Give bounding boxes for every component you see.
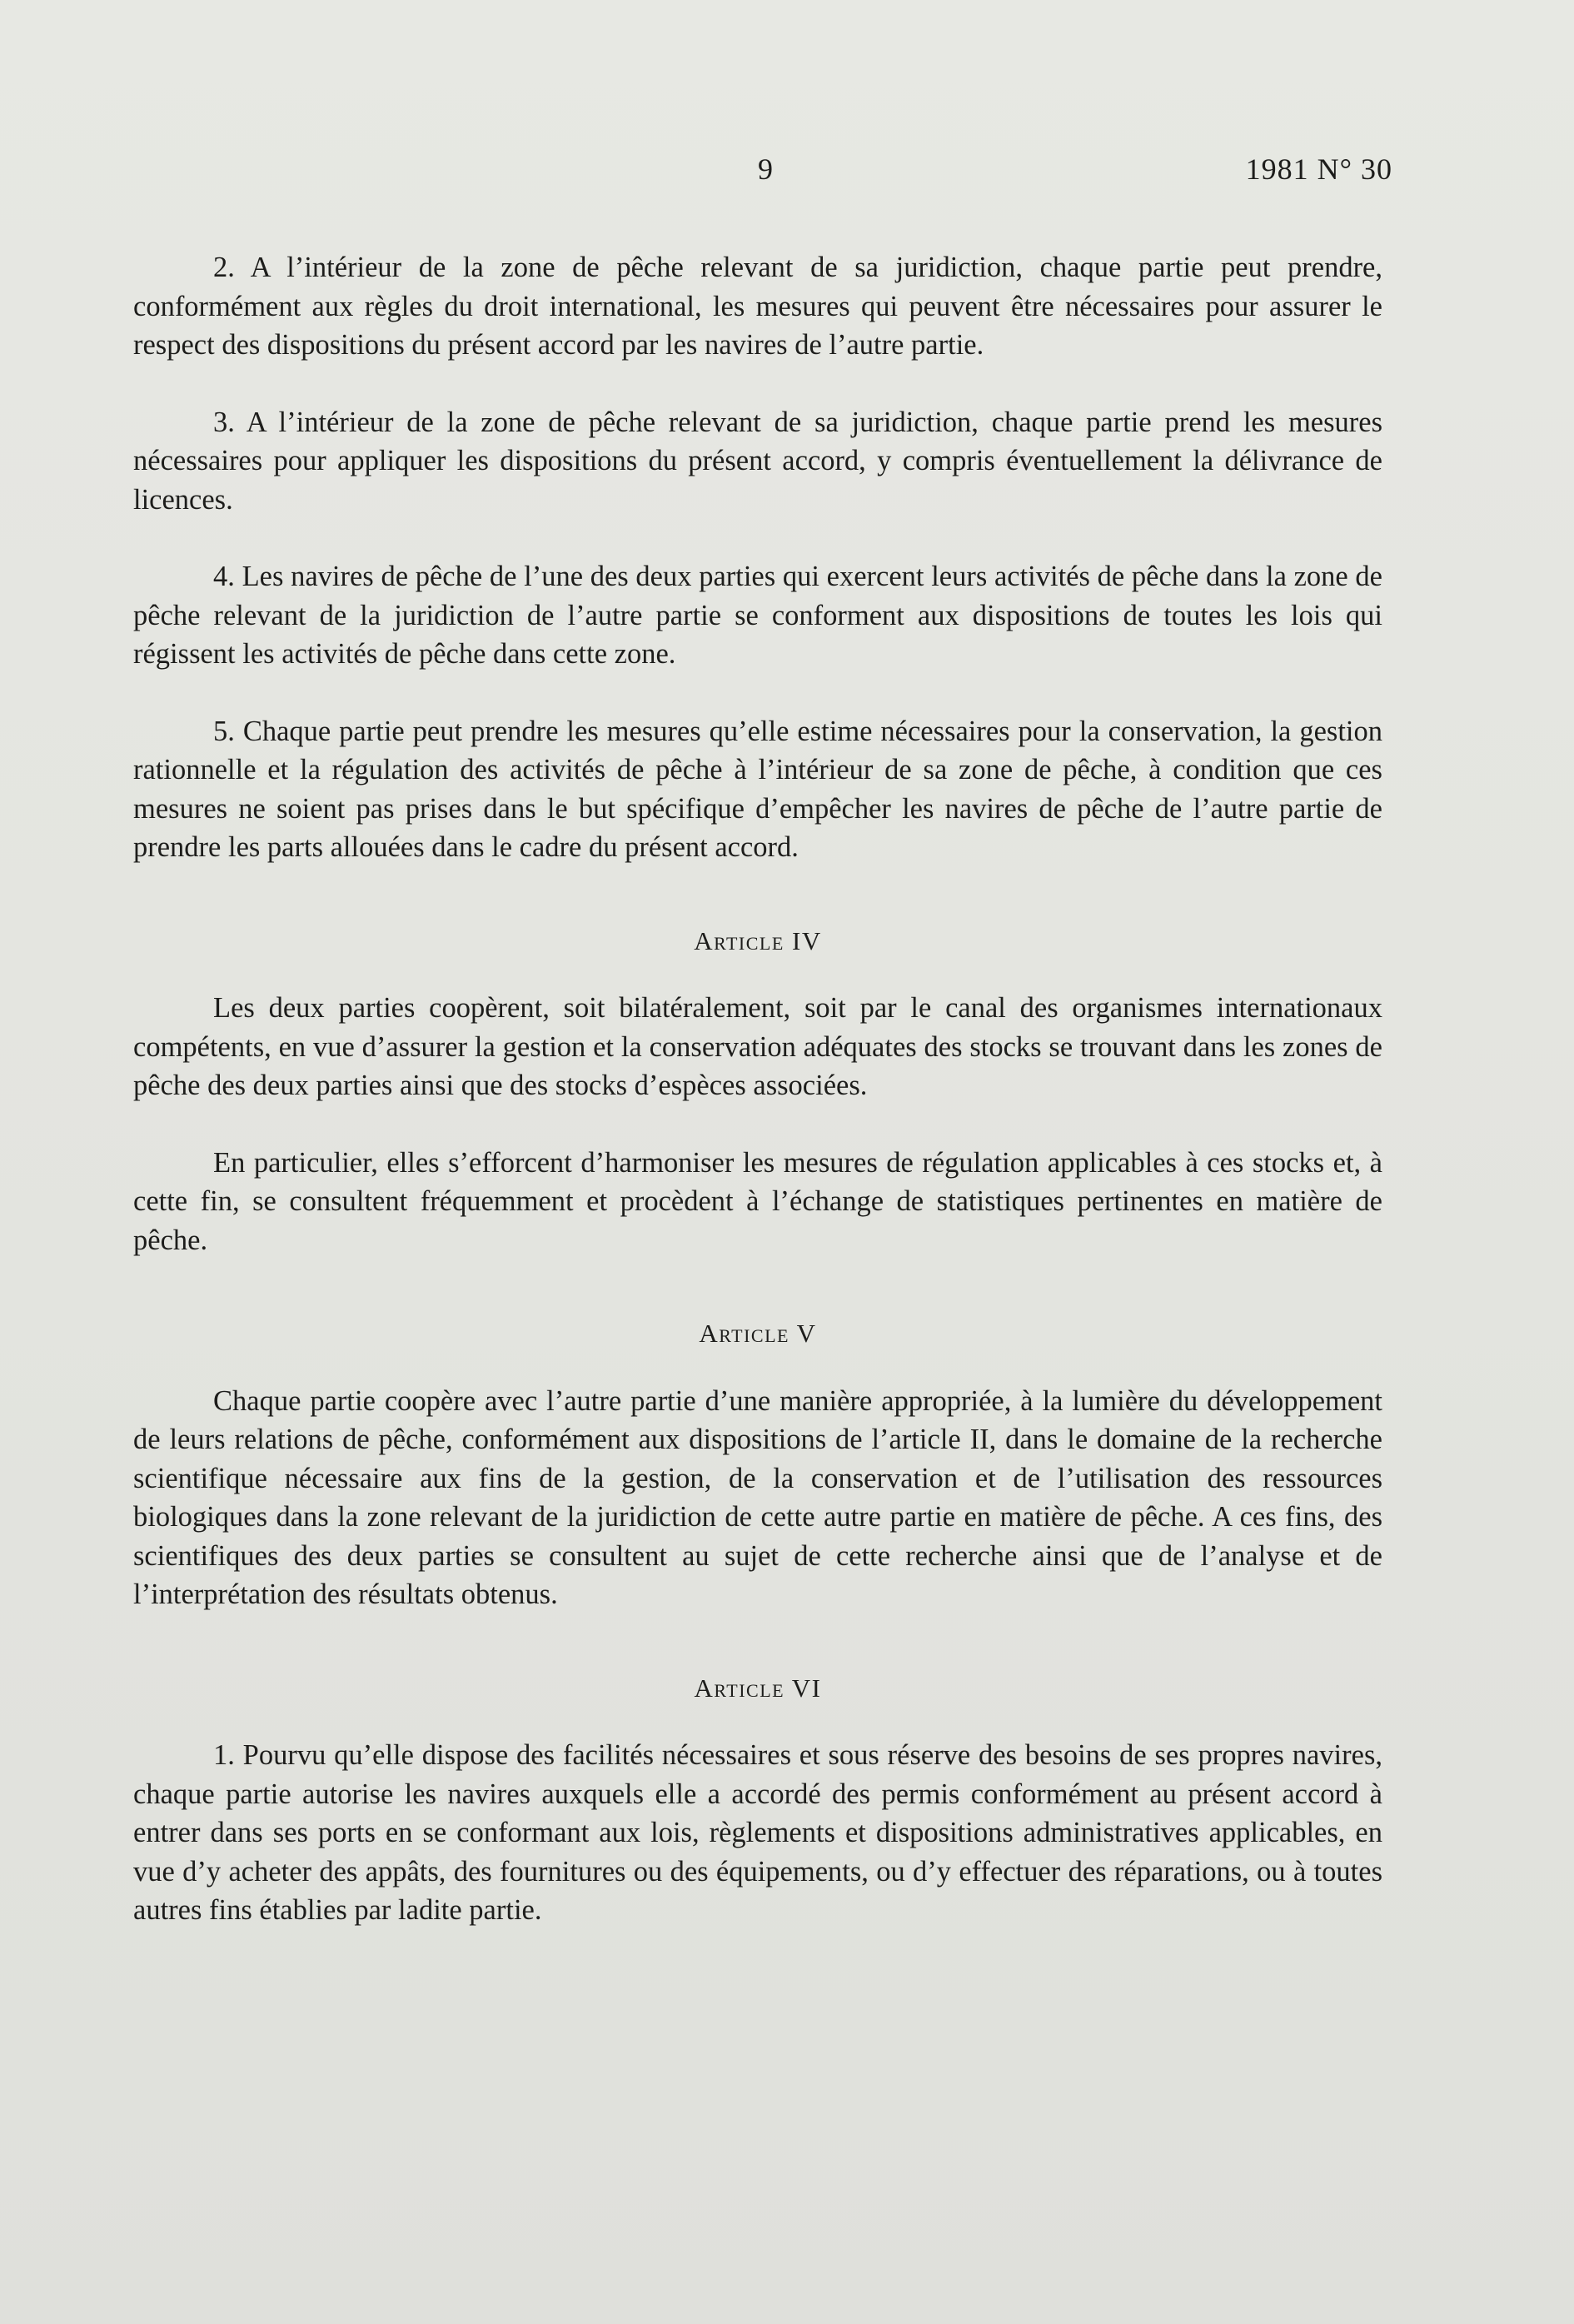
paragraph-3: 3. A l’intérieur de la zone de pêche relevant de sa juridiction, chaque partie prend les mesures nécessaires pour appliquer les dispositions du présent accord, y compris éventuellement la délivrance de licences. [133, 406, 1382, 516]
article-vi-paragraph-1: 1. Pourvu qu’elle dispose des facilités nécessaires et sous réserve des besoins de ses propres navires, chaque partie autorise les navires auxquels elle a accordé des permis conformément au présent accord à entrer dans ses ports en se conformant aux lois, règlements et dispositions administratives applicables, en vue d’y acheter des appâts, des fournitures ou des équipements, ou d’y effectuer des réparations, ou à toutes autres fins établies par ladite partie. [133, 1739, 1382, 1926]
document-reference: 1981 N° 30 [1245, 152, 1392, 186]
page-number: 9 [758, 152, 773, 186]
article-vi-heading: Article VI [694, 1673, 822, 1703]
page-header [0, 152, 1574, 193]
document-body [133, 248, 1382, 1930]
article-iv-heading: Article IV [694, 925, 822, 955]
article-iv-paragraph-2: En particulier, elles s’efforcent d’harmoniser les mesures de régulation applicables à ces stocks et, à cette fin, se consultent fréquemment et procèdent à l’échange de statistiques pertinentes en matière de pêche. [133, 1146, 1382, 1256]
paragraph-5: 5. Chaque partie peut prendre les mesures qu’elle estime nécessaires pour la conservation, la gestion rationnelle et la régulation des activités de pêche à l’intérieur de sa zone de pêche, à condition que ces mesures ne soient pas prises dans le but spécifique d’empêcher les navires de pêche de l’autre partie de prendre les parts allouées dans le cadre du présent accord. [133, 715, 1382, 863]
article-v-heading: Article V [699, 1319, 817, 1348]
article-v-paragraph-1: Chaque partie coopère avec l’autre partie d’une manière appropriée, à la lumière du développement de leurs relations de pêche, conformément aux dispositions de l’article II, dans le domaine de la recherche scientifique nécessaire aux fins de la gestion, de la conservation et de l’utilisation des ressources biologiques dans la zone relevant de la juridiction de cette autre partie en matière de pêche. A ces fins, des scientifiques des deux parties se consultent au sujet de cette recherche ainsi que de l’analyse et de l’interprétation des résultats obtenus. [133, 1384, 1382, 1610]
article-iv-paragraph-1: Les deux parties coopèrent, soit bilatéralement, soit par le canal des organismes internationaux compétents, en vue d’assurer la gestion et la conservation adéquates des stocks se trouvant dans les zones de pêche des deux parties ainsi que des stocks d’espèces associées. [133, 992, 1382, 1101]
paragraph-4: 4. Les navires de pêche de l’une des deux parties qui exercent leurs activités de pêche dans la zone de pêche relevant de la juridiction de l’autre partie se conforment aux dispositions de toutes les lois qui régissent les activités de pêche dans cette zone. [133, 561, 1382, 670]
paragraph-2: 2. A l’intérieur de la zone de pêche relevant de sa juridiction, chaque partie peut prendre, conformément aux règles du droit international, les mesures qui peuvent être nécessaires pour assurer le respect des dispositions du présent accord par les navires de l’autre partie. [133, 252, 1382, 361]
